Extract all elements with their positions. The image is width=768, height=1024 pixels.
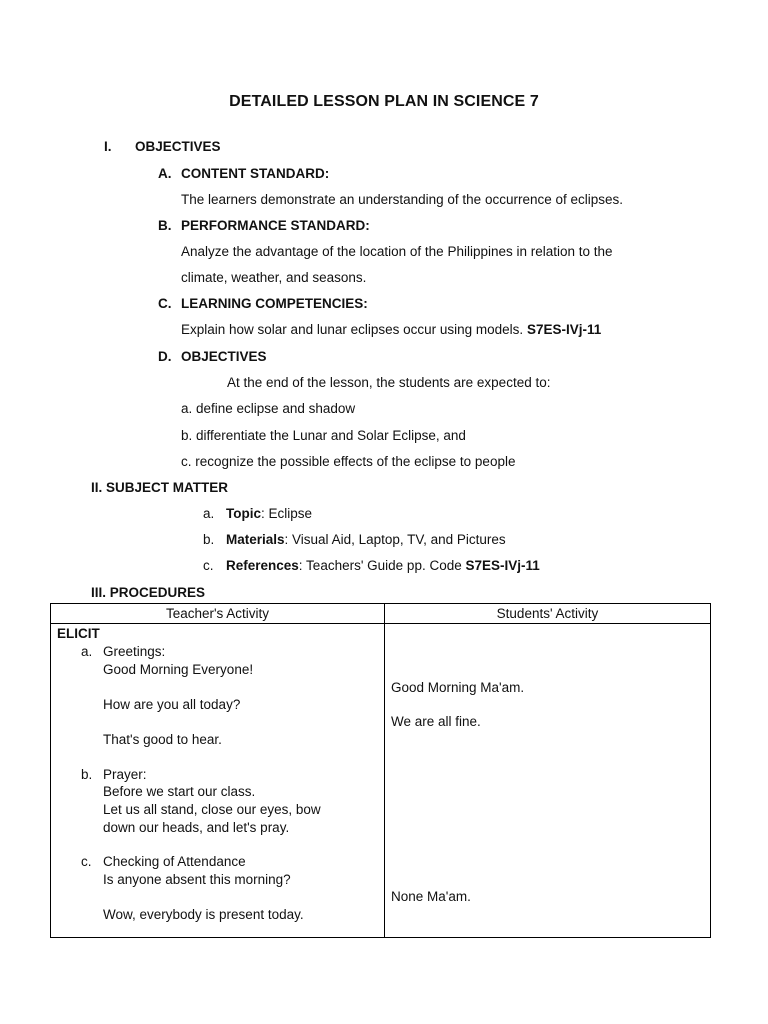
learning-competencies-code: S7ES-IVj-11 xyxy=(526,322,602,337)
elicit-label: ELICIT xyxy=(57,626,100,642)
greetings-letter: a. xyxy=(81,644,93,660)
objective-item: a. define eclipse and shadow xyxy=(181,401,356,416)
objectives-list-letter: D. xyxy=(158,349,172,364)
students-activity-cell xyxy=(385,624,711,938)
teacher-line: Let us all stand, close our eyes, bow xyxy=(103,802,321,818)
performance-standard-line-2: climate, weather, and seasons. xyxy=(181,270,367,285)
teacher-activity-cell xyxy=(51,624,385,938)
table-row xyxy=(51,624,711,938)
learning-competencies-letter: C. xyxy=(158,296,172,311)
student-line: None Ma'am. xyxy=(391,889,471,905)
procedures-table xyxy=(50,603,711,938)
content-standard-text: The learners demonstrate an understanding of the occurrence of eclipses. xyxy=(181,192,624,207)
materials-label: Materials xyxy=(226,532,285,547)
teacher-activity-header: Teacher's Activity xyxy=(51,604,385,624)
content-standard-letter: A. xyxy=(158,166,172,181)
page-title: DETAILED LESSON PLAN IN SCIENCE 7 xyxy=(229,93,539,110)
subject-matter-heading: II. SUBJECT MATTER xyxy=(91,480,229,495)
references-line xyxy=(226,557,540,575)
objective-item: b. differentiate the Lunar and Solar Eclipse, and xyxy=(181,428,466,443)
table-header-row xyxy=(51,604,711,624)
teacher-line: That's good to hear. xyxy=(103,732,222,748)
materials-line xyxy=(226,531,506,549)
references-value: : Teachers' Guide pp. Code xyxy=(298,558,466,573)
references-code: S7ES-IVj-11 xyxy=(465,558,540,573)
attendance-label: Checking of Attendance xyxy=(103,854,246,870)
objectives-intro: At the end of the lesson, the students are expected to: xyxy=(227,375,551,390)
objective-item: c. recognize the possible effects of the eclipse to people xyxy=(181,454,516,469)
prayer-label: Prayer: xyxy=(103,767,147,783)
performance-standard-letter: B. xyxy=(158,218,172,233)
topic-line xyxy=(226,505,312,523)
topic-label: Topic xyxy=(226,506,261,521)
performance-standard-line-1: Analyze the advantage of the location of the Philippines in relation to the xyxy=(181,244,613,259)
student-line: We are all fine. xyxy=(391,714,481,730)
references-label: References xyxy=(226,558,299,573)
prayer-letter: b. xyxy=(81,767,93,783)
objectives-list-heading: OBJECTIVES xyxy=(181,349,267,364)
content-standard-heading: CONTENT STANDARD: xyxy=(181,166,330,181)
performance-standard-heading: PERFORMANCE STANDARD: xyxy=(181,218,370,233)
teacher-line: Is anyone absent this morning? xyxy=(103,872,291,888)
objectives-roman: I. xyxy=(104,139,112,154)
topic-letter: a. xyxy=(203,506,215,521)
objectives-heading: OBJECTIVES xyxy=(135,139,221,154)
greetings-label: Greetings: xyxy=(103,644,166,660)
students-activity-header: Students' Activity xyxy=(385,604,711,624)
teacher-line: down our heads, and let's pray. xyxy=(103,820,290,836)
materials-letter: b. xyxy=(203,532,215,547)
attendance-letter: c. xyxy=(81,854,92,870)
references-letter: c. xyxy=(203,558,214,573)
teacher-line: Before we start our class. xyxy=(103,784,256,800)
procedures-heading: III. PROCEDURES xyxy=(91,585,206,600)
topic-value: : Eclipse xyxy=(261,506,313,521)
learning-competencies-text: Explain how solar and lunar eclipses occur using models. xyxy=(181,322,524,337)
learning-competencies-heading: LEARNING COMPETENCIES: xyxy=(181,296,368,311)
teacher-line: How are you all today? xyxy=(103,697,241,713)
learning-competencies-line xyxy=(181,321,601,339)
teacher-line: Good Morning Everyone! xyxy=(103,662,254,678)
materials-value: : Visual Aid, Laptop, TV, and Pictures xyxy=(284,532,506,547)
teacher-line: Wow, everybody is present today. xyxy=(103,907,304,923)
student-line: Good Morning Ma'am. xyxy=(391,680,525,696)
